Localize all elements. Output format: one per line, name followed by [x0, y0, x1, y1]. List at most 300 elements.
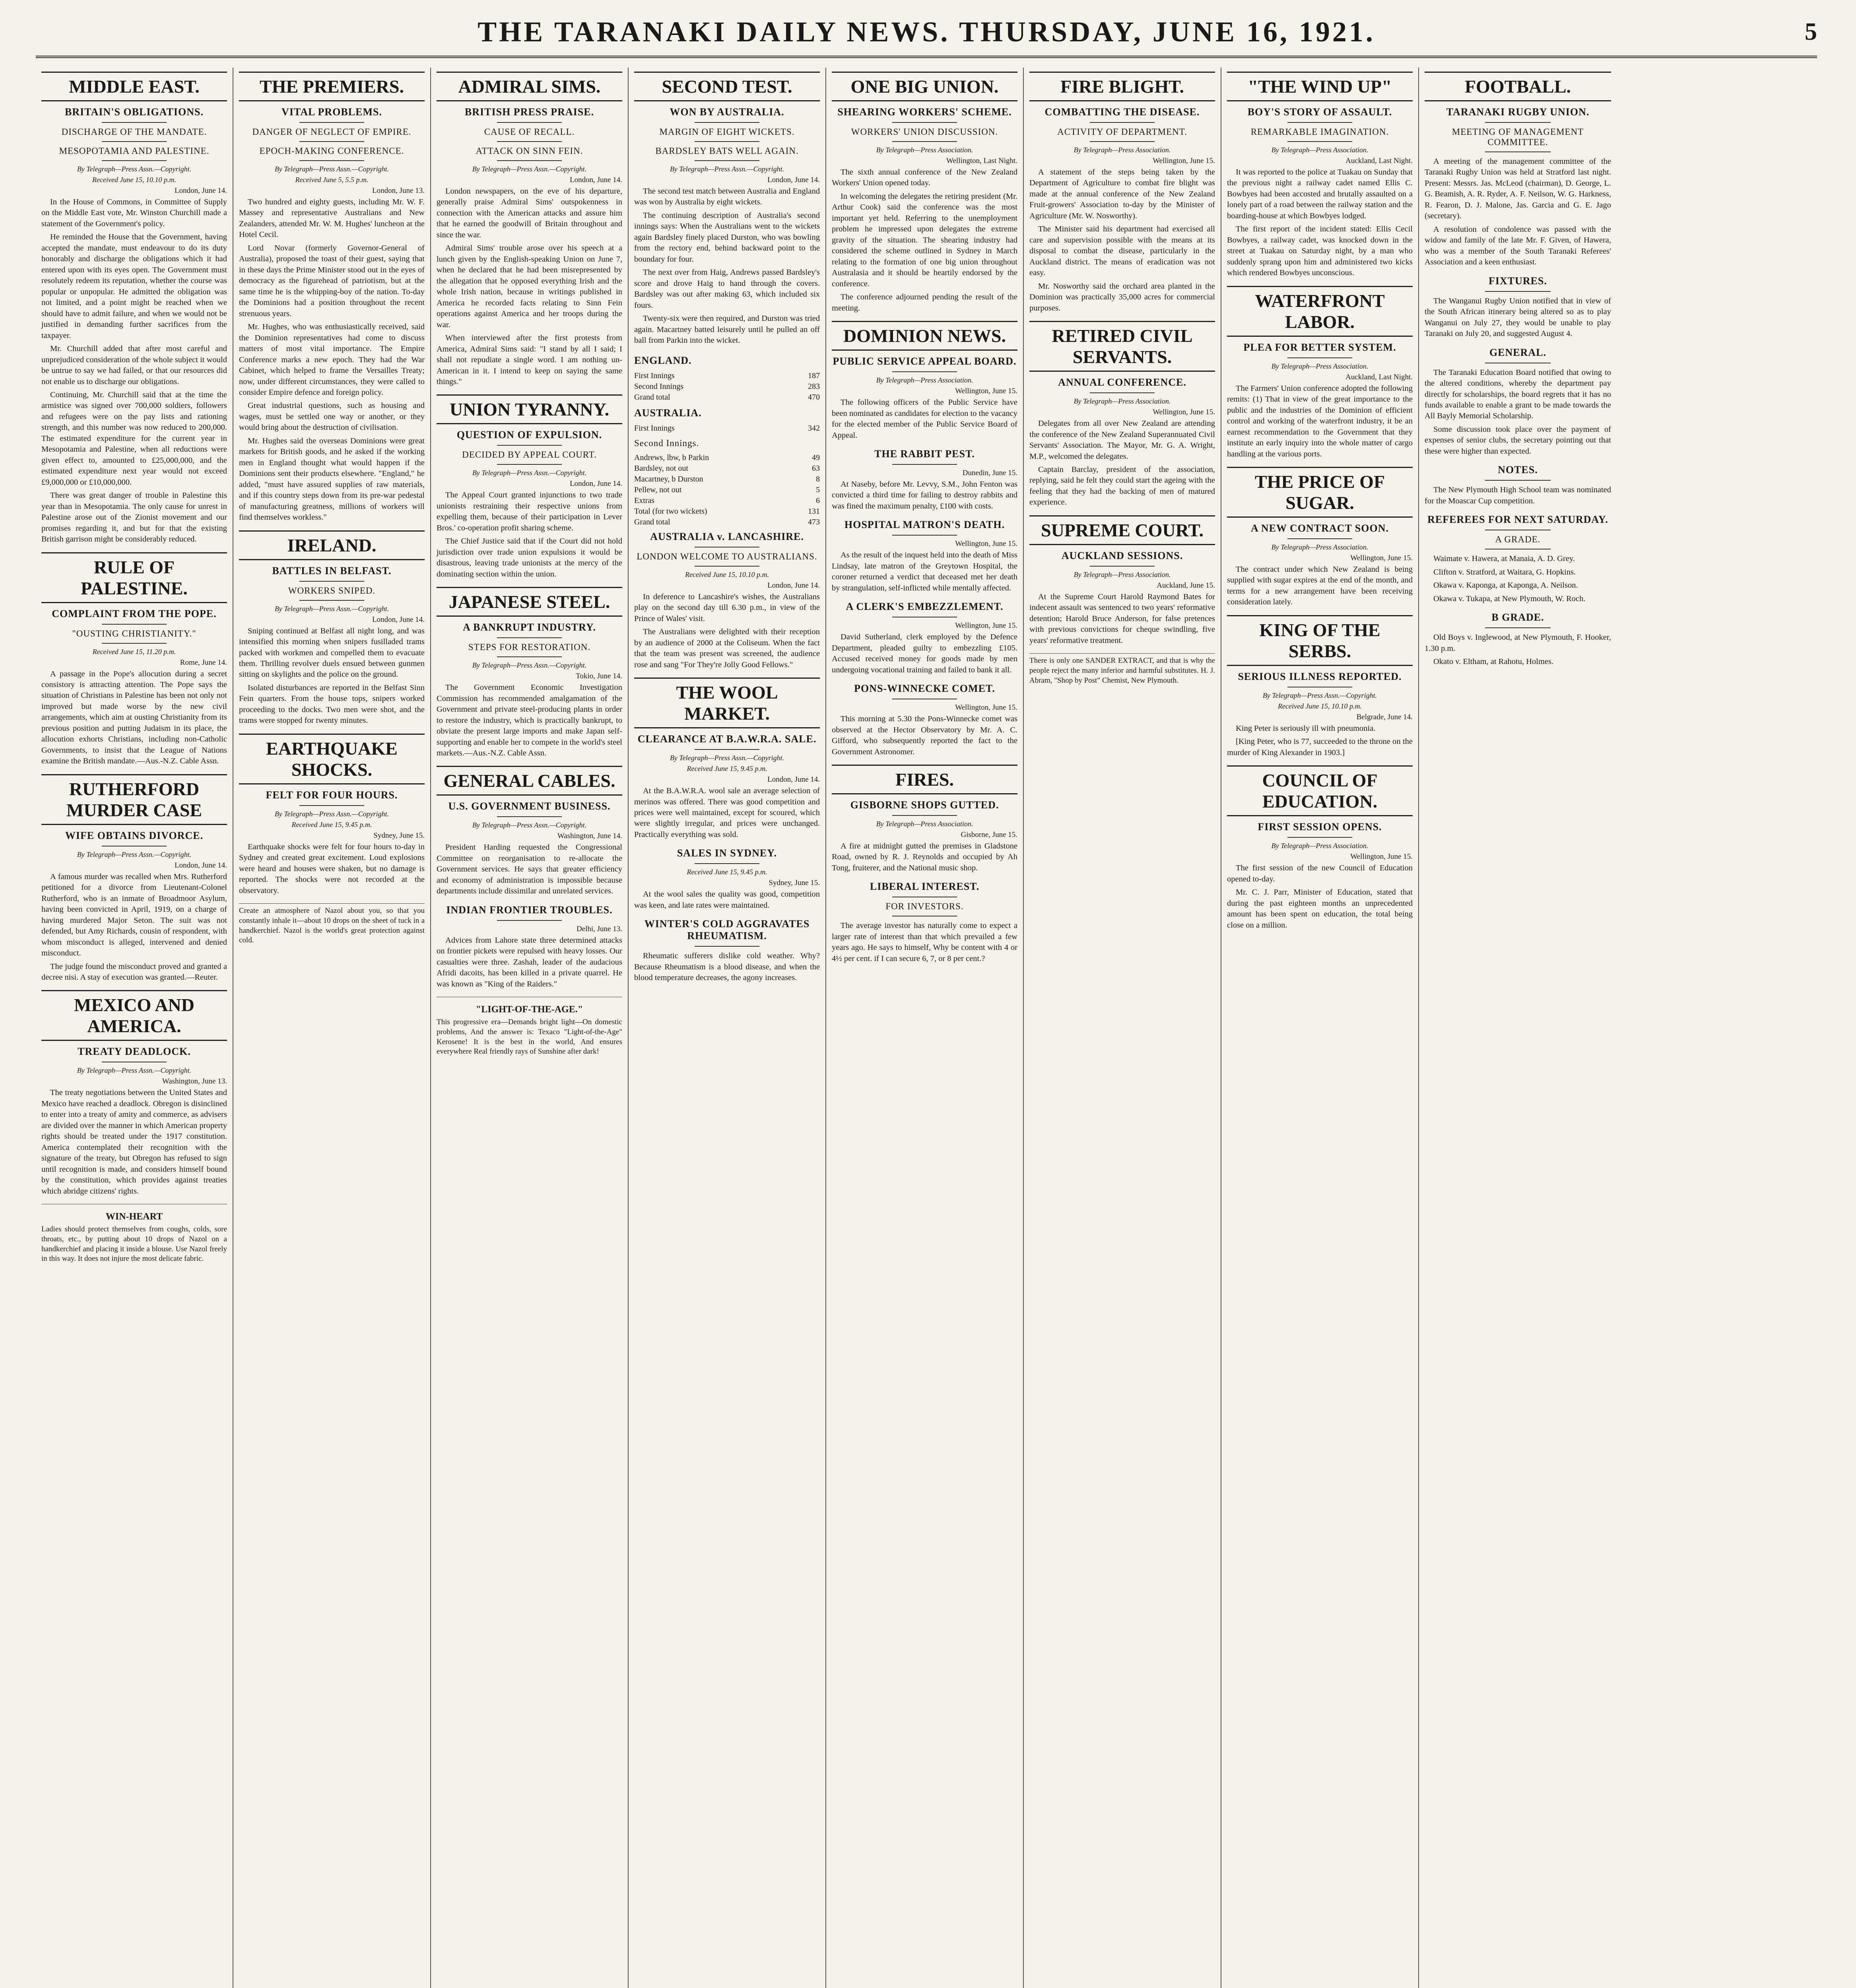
- article-subheading: "OUSTING CHRISTIANITY.": [72, 628, 196, 639]
- heading-rule: [1090, 566, 1155, 567]
- article: [634, 531, 820, 670]
- dateline: London, June 14.: [372, 615, 425, 624]
- heading-rule: [695, 749, 759, 750]
- press-credit: By Telegraph—Press Assn.—Copyright.: [670, 165, 784, 173]
- column-1: [36, 68, 233, 1988]
- score-label: Second Innings: [634, 382, 683, 391]
- article-heading: THE PREMIERS.: [239, 72, 425, 101]
- article-subheading: WON BY AUSTRALIA.: [670, 106, 784, 118]
- score-label: Total (for two wickets): [634, 507, 707, 516]
- article-paragraph: Mr. Churchill added that after most careful and unprejudiced consideration of the whole subject it would be untrue to say we had failed, or that our resources did not enable us to discharge our obligations.: [41, 344, 227, 386]
- article-subheading: HOSPITAL MATRON'S DEATH.: [844, 519, 1005, 531]
- article-subheading: FELT FOR FOUR HOURS.: [266, 789, 398, 801]
- newspaper-columns: [36, 68, 1817, 1988]
- article: [832, 321, 1017, 441]
- article-subheading: U.S. GOVERNMENT BUSINESS.: [448, 800, 611, 812]
- heading-rule: [1485, 627, 1550, 628]
- heading-rule: [1485, 480, 1550, 481]
- scorecard-team: ENGLAND.: [634, 354, 692, 366]
- article-paragraph: Delegates from all over New Zealand are attending the conference of the New Zealand Superannuated Civil Servants' Association. The Mayor, Mr. G. A. Wright, M.P., welcomed the delegates.: [1029, 419, 1215, 461]
- article: [41, 552, 227, 767]
- article-subheading: LIBERAL INTEREST.: [870, 881, 980, 893]
- dateline: London, June 14.: [767, 775, 820, 784]
- advertisement: [239, 903, 425, 945]
- article-paragraph: Great industrial questions, such as housing and wages, must be settled one way or another, or they would bring about the destruction of civilisation.: [239, 401, 425, 432]
- article-heading: KING OF THE SERBS.: [1227, 615, 1413, 666]
- article-paragraph: The continuing description of Australia's second innings says: When the Australians went to the wickets again Bardsley finely placed Durston, who was bowling from the rectory end, behind backward point to the boundary for four.: [634, 211, 820, 264]
- heading-rule: [299, 160, 364, 161]
- heading-rule: [1287, 141, 1352, 142]
- dateline: Sydney, June 15.: [373, 831, 425, 840]
- article-subheading: TARANAKI RUGBY UNION.: [1446, 106, 1590, 118]
- article: [41, 990, 227, 1197]
- article-subheading: DISCHARGE OF THE MANDATE.: [61, 127, 207, 137]
- score-value: 473: [808, 517, 820, 526]
- heading-rule: [892, 535, 957, 536]
- article-subheading: MESOPOTAMIA AND PALESTINE.: [59, 146, 210, 156]
- dateline: Gisborne, June 15.: [961, 831, 1017, 839]
- article-paragraph: Admiral Sims' trouble arose over his speech at a lunch given by the English-speaking Union on June 7, when he declared that he had been misrepresented by the allegation that he opposed everything Irish and the whole Irish nation, because in writings published in America he recorded facts relating to Sinn Fein operations against America and her troops during the war.: [437, 244, 622, 329]
- masthead: [36, 8, 1817, 58]
- article-heading: RULE OF PALESTINE.: [41, 552, 227, 603]
- press-credit: By Telegraph—Press Assn.—Copyright.: [472, 821, 587, 829]
- article-paragraph: Earthquake shocks were felt for four hours to-day in Sydney and created great excitement. Loud explosions were heard and houses were shaken, but no damage is reported. The shocks were not recorded at the observatory.: [239, 842, 425, 895]
- article: [1425, 514, 1611, 604]
- article-heading: THE PRICE OF SUGAR.: [1227, 467, 1413, 518]
- press-credit: By Telegraph—Press Association.: [1271, 543, 1369, 551]
- article-heading: IRELAND.: [239, 530, 425, 560]
- heading-rule: [892, 815, 957, 816]
- press-credit: By Telegraph—Press Assn.—Copyright.: [77, 165, 192, 173]
- heading-rule: [695, 863, 759, 864]
- heading-rule: [695, 122, 759, 123]
- heading-rule: [497, 464, 562, 465]
- article-paragraph: The treaty negotiations between the United States and Mexico have reached a deadlock. Obregon is disinclined to enter into a treaty of amity and commerce, as advisers are divided over the manner in which American property rights should be treated under the 1917 constitution. America contemplated their recognition with the signature of the treaty, but Obregon has refused to sign until recognition is made, and considers himself bound by the constitution, which provides against treaties which abridge citizens' rights.: [41, 1088, 227, 1196]
- article-subheading: ANNUAL CONFERENCE.: [1058, 377, 1186, 388]
- article-subheading: NOTES.: [1498, 464, 1538, 476]
- heading-rule: [1485, 151, 1550, 152]
- advertisement-text: This progressive era—Demands bright light—On domestic problems, And the answer is: Texaco "Light-of-the-Age" Kerosene! It is the best in the world, And ensures everywhere Real friendly rays of Sunshine after dark!: [437, 1018, 622, 1056]
- article-heading: RUTHERFORD MURDER CASE: [41, 774, 227, 825]
- article-heading: DOMINION NEWS.: [832, 321, 1017, 351]
- article-paragraph: At the wool sales the quality was good, competition was keen, and late rates were maintained.: [634, 890, 820, 910]
- article-subheading: SALES IN SYDNEY.: [677, 847, 777, 859]
- article-paragraph: The Chief Justice said that if the Court did not hold jurisdiction over trade union expulsions it would be disastrous, leaving trade unionists at the mercy of the dominating section within the union.: [437, 537, 622, 579]
- article: [1425, 612, 1611, 667]
- article-subheading: WINTER'S COLD AGGRAVATES RHEUMATISM.: [644, 918, 810, 942]
- article-subheading: BATTLES IN BELFAST.: [272, 565, 392, 577]
- dateline: Tokio, June 14.: [576, 672, 622, 681]
- heading-rule: [102, 141, 167, 142]
- score-value: 470: [808, 392, 820, 402]
- heading-rule: [299, 600, 364, 601]
- score-label: Grand total: [634, 392, 670, 402]
- article: [634, 918, 820, 983]
- heading-rule: [102, 624, 167, 625]
- article-paragraph: The Farmers' Union conference adopted the following remits: (1) That in view of the great importance to the public and the industries of the Dominion of efficient control and working of the waterfront industry, it be an earnest recommendation to the Government that they institute an early inquiry into the whole matter of cargo handling at the various ports.: [1227, 384, 1413, 458]
- article-heading: MIDDLE EAST.: [41, 72, 227, 101]
- article-subheading: STEPS FOR RESTORATION.: [468, 642, 591, 652]
- score-label: Extras: [634, 496, 655, 505]
- dateline: Auckland, June 15.: [1157, 581, 1215, 590]
- received-time: Received June 15, 10.10 p.m.: [1278, 702, 1362, 710]
- article-paragraph: The Wanganui Rugby Union notified that in view of the South African itinerary being altered so as to play Wanganui on July 27, they would be unable to play Taranaki on July 20, and suggested August 4.: [1425, 296, 1611, 338]
- press-credit: By Telegraph—Press Association.: [1271, 842, 1369, 850]
- press-credit: By Telegraph—Press Assn.—Copyright.: [472, 469, 587, 477]
- article-subheading: FIXTURES.: [1489, 275, 1547, 287]
- article: [437, 72, 622, 387]
- column-4: [629, 68, 826, 1988]
- score-row: [634, 423, 820, 434]
- article-subheading: TREATY DEADLOCK.: [78, 1046, 191, 1058]
- advertisement-text: There is only one SANDER EXTRACT, and that is why the people reject the many inferior and harmful substitutes. H. J. Abram, "Shop by Post" Chemist, New Plymouth.: [1029, 656, 1215, 685]
- article-paragraph: In the House of Commons, in Committee of Supply on the Middle East vote, Mr. Winston Churchill made a statement of the Government's policy.: [41, 198, 227, 228]
- press-credit: By Telegraph—Press Assn.—Copyright.: [274, 165, 389, 173]
- score-row: [634, 381, 820, 392]
- press-credit: By Telegraph—Press Assn.—Copyright.: [670, 754, 784, 762]
- article-paragraph: At Naseby, before Mr. Levvy, S.M., John Fenton was convicted a third time for failing to destroy rabbits and was fined the maximum penalty, £100 with costs.: [832, 480, 1017, 511]
- article: [832, 448, 1017, 512]
- article-subheading: BOY'S STORY OF ASSAULT.: [1247, 106, 1392, 118]
- article-heading: COUNCIL OF EDUCATION.: [1227, 765, 1413, 816]
- article-subheading: DANGER OF NEGLECT OF EMPIRE.: [252, 127, 412, 137]
- dateline: London, June 13.: [372, 186, 425, 195]
- press-credit: By Telegraph—Press Assn.—Copyright.: [1262, 691, 1377, 699]
- heading-rule: [497, 920, 562, 921]
- article: [1029, 321, 1215, 508]
- heading-rule: [497, 816, 562, 817]
- article-heading: "THE WIND UP": [1227, 72, 1413, 101]
- article-paragraph: A famous murder was recalled when Mrs. Rutherford petitioned for a divorce from Lieutenant-Colonel Rutherford, who is an inmate of Broadmoor Asylum, having been convicted in April, 1919, on a charge of having murdered Major Seton. The suit was not defended, but Amy Richards, cousin of respondent, with whom misconduct is alleged, intervened and denied misconduct.: [41, 872, 227, 958]
- score-row: [634, 371, 820, 381]
- article: [437, 766, 622, 897]
- dateline: Dunedin, June 15.: [962, 468, 1017, 477]
- article-paragraph: A resolution of condolence was passed with the widow and family of the late Mr. F. Given, of Hawera, who was a member of the South Taranaki Referees' Association and a keen enthusiast.: [1425, 225, 1611, 267]
- article-heading: ADMIRAL SIMS.: [437, 72, 622, 101]
- article: [1029, 515, 1215, 646]
- article-paragraph: The average investor has naturally come to expect a larger rate of interest than that which prevailed a few years ago. He says to himself, Why be content with 4 or 4½ per cent. if I can secure 6, 7, or 8 per cent.?: [832, 921, 1017, 963]
- article: [634, 847, 820, 911]
- heading-rule: [695, 160, 759, 161]
- article-subheading: PLEA FOR BETTER SYSTEM.: [1243, 341, 1396, 353]
- article-subheading: SHEARING WORKERS' SCHEME.: [837, 106, 1012, 118]
- heading-rule: [497, 656, 562, 657]
- article: [832, 72, 1017, 314]
- article: [437, 587, 622, 759]
- article: [634, 678, 820, 840]
- article-subheading: GISBORNE SHOPS GUTTED.: [850, 799, 999, 811]
- article-paragraph: The first report of the incident stated: Ellis Cecil Bowbyes, a railway cadet, was knocked down in the street at Tuakau on Saturday night, by a man who suddenly sprang upon him and administered two kicks which rendered Bowbyes unconscious.: [1227, 225, 1413, 278]
- article-subheading: GENERAL.: [1489, 346, 1547, 358]
- advertisement: [41, 1204, 227, 1264]
- article-paragraph: In welcoming the delegates the retiring president (Mr. Arthur Cook) said the conference was the most important yet held. Referring to the unemployment problem he impressed upon delegates the extreme gravity of the situation. The shearing industry had considered the scheme outlined in Sydney in March relating to the formation of one big union throughout Australasia and it should be heartily endorsed by the conference.: [832, 192, 1017, 288]
- article-paragraph: The Taranaki Education Board notified that owing to the altered conditions, whereby the department pay directly for scholarships, the board regrets that it has no funds available to enable a grant to be made towards the All Bayly Memorial Scholarship.: [1425, 368, 1611, 421]
- article-paragraph: The sixth annual conference of the New Zealand Workers' Union opened today.: [832, 168, 1017, 188]
- heading-rule: [892, 141, 957, 142]
- dateline: London, June 14.: [570, 176, 622, 184]
- advertisement-heading: WIN-HEART: [105, 1211, 163, 1222]
- article-subheading: BARDSLEY BATS WELL AGAIN.: [655, 146, 799, 156]
- press-credit: By Telegraph—Press Assn.—Copyright.: [472, 661, 587, 670]
- article: [832, 765, 1017, 874]
- advertisement: [1029, 653, 1215, 685]
- article-paragraph: He reminded the House that the Government, having accepted the mandate, must endeavour to do its duty honorably and discharge the obligations which it had entered upon with its eyes open. The Government must resolutely redeem its reputation, whether the course was popular or unpopular. He admitted the obligation was not limited, and a point might be reached when we should have to admit failure, and when we would not be justified in demanding further sacrifices from the taxpayer.: [41, 233, 227, 340]
- heading-rule: [299, 805, 364, 806]
- article-paragraph: King Peter is seriously ill with pneumonia.: [1236, 724, 1376, 733]
- article-paragraph: The Government Economic Investigation Commission has recommended amalgamation of the Government and private steel-producing plants in order to restore the industry, which is practically bankrupt, to obviate the present large imports and make Japan self-supporting and enable her to compete in the world's steel markets.—Aus.-N.Z. Cable Assn.: [437, 683, 622, 757]
- article: [832, 683, 1017, 757]
- article-paragraph: Okawa v. Kaponga, at Kaponga, A. Neilson.: [1433, 581, 1578, 590]
- heading-rule: [497, 160, 562, 161]
- article-subheading: FIRST SESSION OPENS.: [1258, 821, 1382, 833]
- article-heading: THE WOOL MARKET.: [634, 678, 820, 728]
- score-value: 187: [808, 371, 820, 380]
- article-heading: WATERFRONT LABOR.: [1227, 286, 1413, 337]
- article-heading: RETIRED CIVIL SERVANTS.: [1029, 321, 1215, 372]
- article-heading: ONE BIG UNION.: [832, 72, 1017, 101]
- article-paragraph: The Appeal Court granted injunctions to two trade unionists restraining their respective unions from expelling them, because of their participation in Lever Bros.' co-operation profit sharing scheme.: [437, 491, 622, 532]
- article-paragraph: The judge found the misconduct proved and granted a decree nisi. A stay of execution was granted.—Reuter.: [41, 962, 227, 982]
- article-paragraph: President Harding requested the Congressional Committee on reorganisation to re-allocate the Government services. He says that greater efficiency and economy of administration is impossible because departments include dissimilar and unrelated services.: [437, 843, 622, 896]
- article-subheading: A GRADE.: [1495, 534, 1541, 545]
- article-subheading: MARGIN OF EIGHT WICKETS.: [659, 127, 795, 137]
- article-subheading: WORKERS' UNION DISCUSSION.: [851, 127, 998, 137]
- article-subheading: PUBLIC SERVICE APPEAL BOARD.: [833, 355, 1017, 367]
- column-7: [1221, 68, 1419, 1988]
- advertisement-text: Ladies should protect themselves from coughs, colds, sore throats, etc., by putting about 10 drops of Nazol on a handkerchief and placing it inside a blouse. Use Nazol freely in this way. It does not injure the most delicate fabric.: [41, 1225, 227, 1263]
- received-time: Received June 15, 10.10 p.m.: [685, 570, 769, 579]
- heading-rule: [892, 122, 957, 123]
- article-heading: MEXICO AND AMERICA.: [41, 990, 227, 1041]
- article-subheading: COMBATTING THE DISEASE.: [1044, 106, 1200, 118]
- article-subheading: AUSTRALIA v. LANCASHIRE.: [650, 530, 804, 542]
- scorecard-innings: Second Innings.: [634, 438, 699, 448]
- press-credit: By Telegraph—Press Association.: [1271, 146, 1369, 154]
- article-paragraph: Mr. C. J. Parr, Minister of Education, stated that during the past eighteen months an unprecedented amount has been spent on education, the total being close on a million.: [1227, 888, 1413, 930]
- dateline: Washington, June 13.: [162, 1077, 227, 1086]
- heading-rule: [1287, 357, 1352, 358]
- heading-rule: [497, 445, 562, 446]
- received-time: Received June 15, 9.45 p.m.: [291, 820, 372, 829]
- score-label: First Innings: [634, 371, 675, 380]
- article-paragraph: It was reported to the police at Tuakau on Sunday that the previous night a railway cadet named Ellis C. Bowbyes had been accosted and brutally assaulted on a lonely part of a road between the railway station and the boarding-house at which Bowbyes lodged.: [1227, 168, 1413, 220]
- article: [1227, 72, 1413, 279]
- cricket-scorecard: [634, 353, 820, 528]
- heading-rule: [695, 946, 759, 947]
- advertisement-text: Create an atmosphere of Nazol about you, so that you constantly inhale it—about 10 drops on the sheet of tuck in a handkerchief. Nazol is the world's great protection against cold.: [239, 907, 425, 945]
- heading-rule: [102, 160, 167, 161]
- dateline: Wellington, June 15.: [1153, 157, 1215, 165]
- article-paragraph: Advices from Lahore state three determined attacks on frontier pickets were repulsed with heavy losses. Our casualties were three. Zashah, leader of the audacious Afridi dacoits, has been killed in a private quarrel. He was known as "King of the Raiders.": [437, 936, 622, 988]
- heading-rule: [497, 141, 562, 142]
- article: [1029, 72, 1215, 314]
- article-paragraph: The contract under which New Zealand is being supplied with sugar expires at the end of the month, and terms for a new arrangement have been receiving consideration lately.: [1227, 565, 1413, 607]
- article-paragraph: Two hundred and eighty guests, including Mr. W. F. Massey and representative Australians and New Zealanders, attended Mr. W. M. Hughes' luncheon at the Hotel Cecil.: [239, 198, 425, 239]
- article-paragraph: This morning at 5.30 the Pons-Winnecke comet was observed at the Hector Observatory by Mr. A. C. Gifford, who subsequently reported the fact to the Government Astronomer.: [832, 714, 1017, 756]
- advertisement-heading: "LIGHT-OF-THE-AGE.": [476, 1004, 583, 1015]
- article-paragraph: London newspapers, on the eve of his departure, generally praise Admiral Sims' outspokenness in connection with the American attacks and assure him that he earned the goodwill of Britain throughout and since the war.: [437, 187, 622, 239]
- article-paragraph: Captain Barclay, president of the association, replying, said he felt they could start the ageing with the feeling that they had the backing of men of matured experience.: [1029, 465, 1215, 507]
- article-paragraph: Some discussion took place over the payment of expenses of senior clubs, the secretary pointing out that these were higher than expected.: [1425, 425, 1611, 456]
- column-2: [233, 68, 431, 1988]
- heading-rule: [1287, 538, 1352, 539]
- scorecard-team: AUSTRALIA.: [634, 407, 702, 419]
- score-value: 6: [816, 496, 820, 505]
- score-row: [634, 485, 820, 495]
- article-paragraph: Sniping continued at Belfast all night long, and was intensified this morning when snipers fusilladed trams packed with workmen and compelled them to evacuate them. Thrilling revolver duels ensued between gunmen sitting on skylights and the police on the ground.: [239, 626, 425, 679]
- article-paragraph: The Minister said his department had exercised all care and supervision possible with the means at its disposal to combat the disease, particularly in the Auckland district. The means of eradication was not easy.: [1029, 225, 1215, 278]
- heading-rule: [299, 141, 364, 142]
- article-heading: FIRES.: [832, 765, 1017, 794]
- score-row: [634, 495, 820, 506]
- article-subheading: VITAL PROBLEMS.: [282, 106, 382, 118]
- article-subheading: ACTIVITY OF DEPARTMENT.: [1057, 127, 1187, 137]
- heading-rule: [695, 141, 759, 142]
- heading-rule: [497, 122, 562, 123]
- article-paragraph: Old Boys v. Inglewood, at New Plymouth, F. Hooker, 1.30 p.m.: [1425, 633, 1611, 653]
- score-label: Grand total: [634, 517, 670, 526]
- heading-rule: [695, 566, 759, 567]
- heading-rule: [1090, 392, 1155, 393]
- article: [437, 904, 622, 990]
- received-time: Received June 15, 11.20 p.m.: [92, 647, 176, 656]
- received-time: Received June 15, 9.45 p.m.: [687, 868, 767, 876]
- press-credit: By Telegraph—Press Assn.—Copyright.: [274, 604, 389, 613]
- dateline: Wellington, June 15.: [955, 621, 1017, 630]
- article: [41, 774, 227, 983]
- article: [1425, 347, 1611, 457]
- article: [1425, 72, 1611, 268]
- article-paragraph: A fire at midnight gutted the premises in Gladstone Road, owned by R. J. Reynolds and occupied by Ah Tong, fruiterer, and the National music shop.: [832, 842, 1017, 872]
- dateline: Wellington, June 15.: [1350, 852, 1413, 861]
- article: [239, 530, 425, 726]
- heading-rule: [299, 122, 364, 123]
- press-credit: By Telegraph—Press Association.: [876, 146, 973, 154]
- article-heading: FIRE BLIGHT.: [1029, 72, 1215, 101]
- score-row: [634, 392, 820, 403]
- dateline: London, June 14.: [175, 861, 227, 870]
- dateline: Wellington, June 15.: [955, 540, 1017, 548]
- article-paragraph: The second test match between Australia and England was won by Australia by eight wickets.: [634, 187, 820, 207]
- article-paragraph: There was great danger of trouble in Palestine this year than in Mesopotamia. The only cause for unrest in Palestine arose out of the Zionist movement and our promises regarding it, and but for that the existing British garrison might be considerably reduced.: [41, 491, 227, 544]
- score-row: [634, 452, 820, 463]
- article-paragraph: The next over from Haig, Andrews passed Bardsley's score and drove Haig to hand through the covers. Bardsley was out after making 63, which included six fours.: [634, 268, 820, 310]
- press-credit: By Telegraph—Press Assn.—Copyright.: [472, 165, 587, 173]
- score-row: [634, 506, 820, 517]
- article-paragraph: A meeting of the management committee of the Taranaki Rugby Union was held at Stratford last night. Present: Messrs. Jas. McLeod (chairman), D. George, L. G. Beamish, A. R. Ryder, A. F. Neilson, W. G. Harkness, R. Fearon, D. J. Malone, Jas. Garcia and G. E. Jago (secretary).: [1425, 157, 1611, 221]
- article-subheading: QUESTION OF EXPULSION.: [456, 429, 602, 441]
- article-paragraph: When interviewed after the first protests from America, Admiral Sims said: "I stand by all I said; I shall not repudiate a single word. I am nothing un-American in it. I intend to keep on saying the same things.": [437, 334, 622, 386]
- article-heading: JAPANESE STEEL.: [437, 587, 622, 617]
- heading-rule: [102, 122, 167, 123]
- article-paragraph: In deference to Lancashire's wishes, the Australians play on the second day till 6.30 p.m., in view of the Prince of Wales' visit.: [634, 592, 820, 623]
- dateline: London, June 14.: [767, 581, 820, 590]
- article: [239, 734, 425, 896]
- article-subheading: COMPLAINT FROM THE POPE.: [52, 608, 217, 619]
- press-credit: By Telegraph—Press Association.: [1074, 397, 1171, 406]
- received-time: Received June 15, 9.45 p.m.: [687, 765, 767, 773]
- score-value: 283: [808, 382, 820, 391]
- dateline: Auckland, Last Night.: [1345, 157, 1413, 165]
- article-paragraph: The New Plymouth High School team was nominated for the Moascar Cup competition.: [1425, 485, 1611, 505]
- article-subheading: REMARKABLE IMAGINATION.: [1250, 127, 1389, 137]
- article-paragraph: A passage in the Pope's allocution during a secret consistory is attracting attention. The Pope says the situation of Christians in Palestine has been not only not improved but made worse by the new civil arrangements, which aim at ousting Christianity from its previous position and putting Judaism in its place, the allocution exhorts Christians, including non-Catholic Governments, to insist that the League of Nations examine the British mandate.—Aus.-N.Z. Cable Assn.: [41, 669, 227, 766]
- dateline: Wellington, June 15.: [955, 387, 1017, 396]
- article-paragraph: [King Peter, who is 77, succeeded to the throne on the murder of King Alexander in 1903.]: [1227, 737, 1413, 757]
- article-subheading: BRITISH PRESS PRAISE.: [464, 106, 594, 118]
- article-subheading: PONS-WINNECKE COMET.: [854, 683, 995, 695]
- article-paragraph: As the result of the inquest held into the death of Miss Lindsay, late matron of the Greytown Hospital, the coroner returned a verdict that deceased met her death by strangulation, self-inflicted while mentally affected.: [832, 551, 1017, 592]
- article-subheading: DECIDED BY APPEAL COURT.: [462, 450, 597, 460]
- heading-rule: [1090, 122, 1155, 123]
- score-label: First Innings: [634, 423, 675, 433]
- heading-rule: [1287, 122, 1352, 123]
- score-label: Andrews, lbw, b Parkin: [634, 453, 709, 462]
- press-credit: By Telegraph—Press Association.: [876, 376, 973, 384]
- score-value: 342: [808, 423, 820, 433]
- article-paragraph: Mr. Hughes, who was enthusiastically received, said the Dominion representatives had come to discuss matters of most vital importance. The Empire Conference marks a new epoch. They had the War Cabinet, which helped to frame the Versailles Treaty; now, under different circumstances, they were called to consider Empire defence and foreign policy.: [239, 322, 425, 397]
- heading-rule: [299, 581, 364, 582]
- score-label: Pellew, not out: [634, 485, 682, 494]
- article-paragraph: Okato v. Eltham, at Rahotu, Holmes.: [1433, 657, 1554, 666]
- article-subheading: CLEARANCE AT B.A.W.R.A. SALE.: [637, 733, 817, 745]
- article-subheading: BRITAIN'S OBLIGATIONS.: [64, 106, 204, 118]
- article-subheading: ATTACK ON SINN FEIN.: [476, 146, 583, 156]
- score-label: Macartney, b Durston: [634, 474, 703, 483]
- article-heading: UNION TYRANNY.: [437, 394, 622, 424]
- article-paragraph: At the B.A.W.R.A. wool sale an average selection of merinos was offered. There was good competition and prices were well maintained, except for scoured, which were slightly irregular, and prices were unchanged. Practically everything was sold.: [634, 786, 820, 839]
- article-paragraph: Okawa v. Tukapa, at New Plymouth, W. Roch.: [1433, 594, 1586, 603]
- article: [1227, 615, 1413, 758]
- article-paragraph: The following officers of the Public Service have been nominated as candidates for election to the vacancy for the elected member of the Public Service Board of Appeal.: [832, 398, 1017, 440]
- article-heading: FOOTBALL.: [1425, 72, 1611, 101]
- article-paragraph: David Sutherland, clerk employed by the Defence Department, pleaded guilty to embezzling £105. Accused received money for goods made by men undergoing vocational training and failed to bank it all.: [832, 633, 1017, 674]
- article-subheading: FOR INVESTORS.: [885, 901, 964, 912]
- article-subheading: THE RABBIT PEST.: [874, 448, 975, 460]
- article: [832, 881, 1017, 964]
- heading-rule: [892, 464, 957, 465]
- article-subheading: EPOCH-MAKING CONFERENCE.: [259, 146, 404, 156]
- heading-rule: [497, 637, 562, 638]
- score-row: [634, 517, 820, 528]
- dateline: London, June 14.: [767, 176, 820, 184]
- article-subheading: REFEREES FOR NEXT SATURDAY.: [1427, 514, 1608, 526]
- article-subheading: MEETING OF MANAGEMENT COMMITTEE.: [1452, 127, 1584, 147]
- score-row: [634, 474, 820, 485]
- article: [41, 72, 227, 545]
- article-paragraph: Continuing, Mr. Churchill said that at the time the armistice was signed over 700,000 soldiers, followers and refugees were on the pay lists and rationing strength, and this number was now reduced to 200,000. The estimated expenditure for the current year in Mesopotamia and Palestine, when all reductions were given effect to, amounted to £25,000,000, and the estimated expenditure next year would not exceed £9,000,000 or £10,000,000.: [41, 390, 227, 487]
- advertisement: [437, 997, 622, 1057]
- score-label: Bardsley, not out: [634, 464, 688, 473]
- article: [832, 601, 1017, 676]
- article-subheading: WIFE OBTAINS DIVORCE.: [65, 829, 204, 841]
- article: [1425, 275, 1611, 340]
- article-subheading: B GRADE.: [1491, 612, 1544, 623]
- article-paragraph: Mr. Nosworthy said the orchard area planted in the Dominion was practically 35,000 acres for commercial purposes.: [1029, 282, 1215, 313]
- press-credit: By Telegraph—Press Assn.—Copyright.: [77, 1066, 192, 1075]
- score-value: 8: [816, 474, 820, 483]
- heading-rule: [1485, 122, 1550, 123]
- heading-rule: [1090, 141, 1155, 142]
- article: [634, 72, 820, 346]
- dateline: Wellington, June 15.: [1153, 408, 1215, 417]
- article: [1227, 467, 1413, 608]
- article-subheading: CAUSE OF RECALL.: [484, 127, 575, 137]
- article: [437, 394, 622, 580]
- press-credit: By Telegraph—Press Assn.—Copyright.: [274, 810, 389, 818]
- dateline: London, June 14.: [570, 480, 622, 488]
- dateline: Auckland, Last Night.: [1345, 373, 1413, 381]
